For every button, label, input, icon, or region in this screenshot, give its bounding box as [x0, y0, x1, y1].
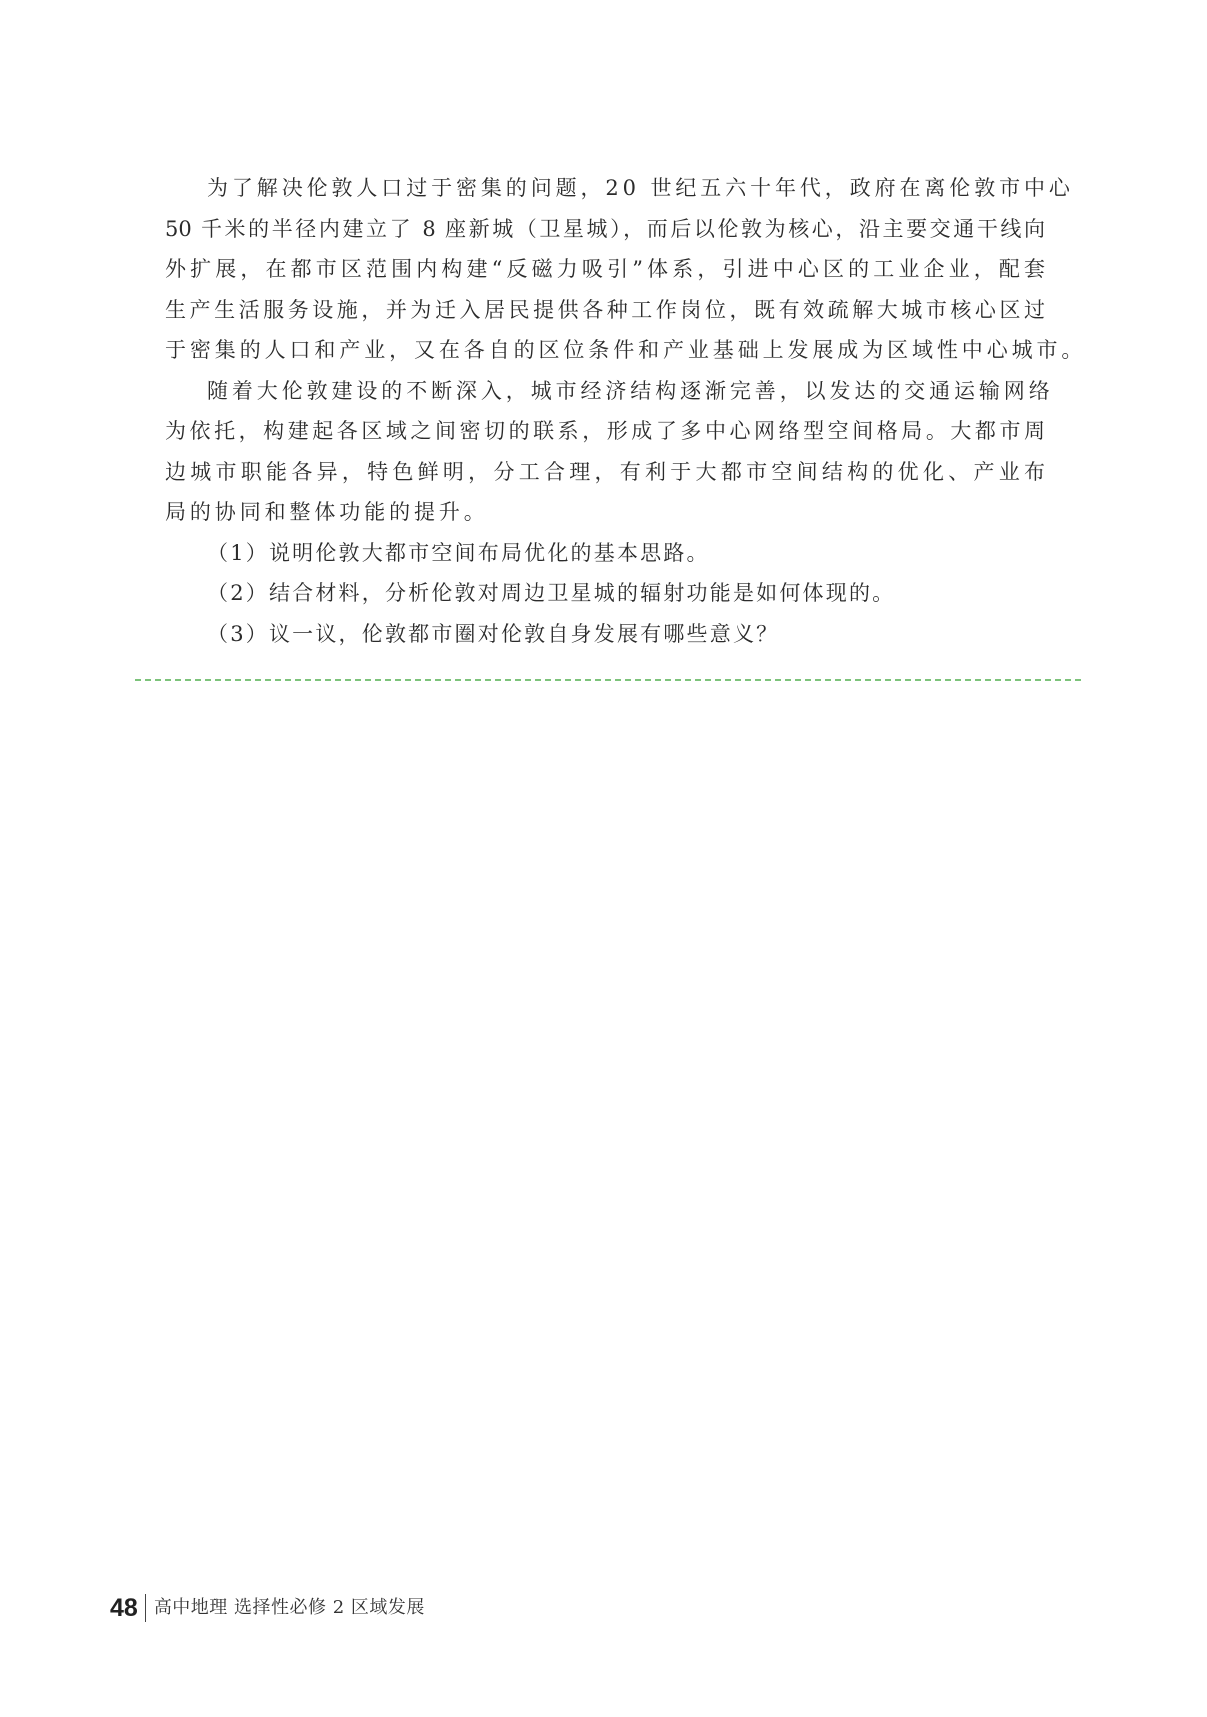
paragraph-line: 随着大伦敦建设的不断深入，城市经济结构逐渐完善，以发达的交通运输网络 [207, 378, 1054, 403]
question-item: （2）结合材料，分析伦敦对周边卫星城的辐射功能是如何体现的。 [207, 581, 896, 605]
page-number: 48 [110, 1594, 138, 1622]
footer-separator [145, 1594, 146, 1622]
question-item: （1）说明伦敦大都市空间布局优化的基本思路。 [207, 540, 710, 565]
paragraph-line: 为了解决伦敦人口过于密集的问题，20 世纪五六十年代，政府在离伦敦市中心 [207, 176, 1074, 200]
document-body [165, 168, 1087, 654]
section-divider [135, 679, 1081, 681]
book-title: 高中地理 选择性必修 2 区域发展 [153, 1597, 425, 1618]
question-list [165, 533, 1045, 655]
paragraph-line: 生产生活服务设施，并为迁入居民提供各种工作岗位，既有效疏解大城市核心区过 [165, 297, 1045, 322]
page-footer [110, 1591, 425, 1625]
paragraph-line: 为依托，构建起各区域之间密切的联系，形成了多中心网络型空间格局。大都市周 [165, 419, 1045, 443]
paragraph [165, 371, 1054, 533]
paragraph-line: 50 千米的半径内建立了 8 座新城（卫星城），而后以伦敦为核心，沿主要交通干线向 [165, 216, 1045, 241]
paragraph-line: 于密集的人口和产业，又在各自的区位条件和产业基础上发展成为区域性中心城市。 [165, 338, 1087, 362]
paragraph-line: 局的协同和整体功能的提升。 [165, 500, 489, 524]
paragraph-line: 外扩展，在都市区范围内构建“反磁力吸引”体系，引进中心区的工业企业，配套 [165, 257, 1045, 281]
paragraph [165, 168, 1087, 371]
paragraph-line: 边城市职能各异，特色鲜明，分工合理，有利于大都市空间结构的优化、产业布 [165, 459, 1045, 484]
question-item: （3）议一议，伦敦都市圈对伦敦自身发展有哪些意义？ [207, 621, 780, 646]
